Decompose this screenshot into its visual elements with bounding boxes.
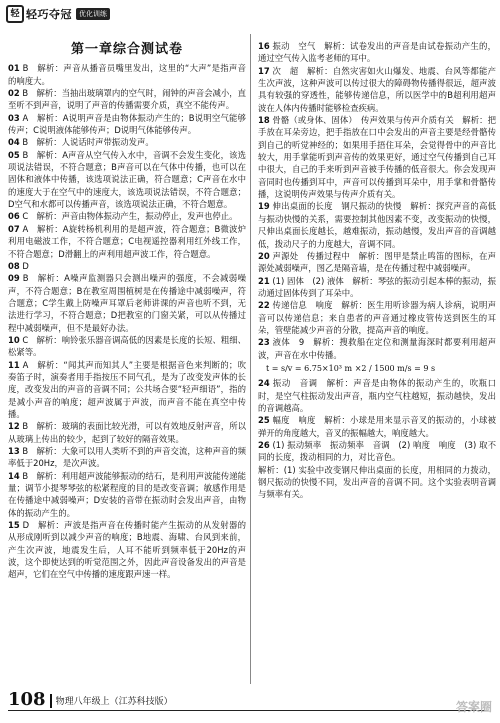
answer-item	[8, 223, 246, 260]
brand-logo-icon: 轻	[6, 5, 24, 23]
answer-text: D	[22, 260, 29, 271]
answer-text: A 解析：“闻其声而知其人”主要是根据音色来判断的；吹奏笛子时，演奏者用手指按压不同气孔，是为了改变发声体的长度，改变发出的声音的音调不同；公共场合要“轻声细语”，指的是减小声音的响度；超声波属于声波，而声音不能在真空中传播。	[8, 359, 246, 419]
answer-text: B 解析：利用超声波能够振动的结石，是利用声波能传递能量；调节小提琴琴弦的松紧程度的目的是改变音调；敏感作用是在传播途中减弱噪声；D安装的音带在振动时会发出声音，由物体的振动产生的。	[8, 470, 246, 518]
answer-number: 04	[8, 137, 20, 148]
answer-number: 25	[258, 415, 270, 426]
answer-text: 次 超 解析：自然灾害如火山爆发、地震、台风等都能产生次声波，这种声波可以传过很大的障碍物传播得很远，超声波具有较强的穿透性，能够传递信息，所以医学中的B超利用超声波在人体内传播时能够检查疾病。	[258, 65, 496, 113]
answer-item	[258, 336, 496, 361]
brand	[6, 5, 110, 23]
answer-item	[8, 359, 246, 421]
answer-number: 26	[258, 440, 270, 450]
answer-item	[258, 439, 496, 464]
brand-tag: 优化训练	[76, 8, 110, 20]
answer-number: 11	[8, 359, 20, 370]
page-number: 108	[8, 689, 46, 710]
answer-number: 18	[258, 115, 270, 126]
answer-number: 06	[8, 211, 20, 222]
answer-number: 08	[8, 260, 20, 271]
answer-number: 17	[258, 65, 270, 76]
answer-list-left	[8, 62, 246, 580]
answer-number: 02	[8, 88, 20, 99]
answer-number: 24	[258, 378, 270, 389]
footer-separator	[50, 694, 52, 708]
column-divider	[250, 34, 251, 684]
answer-number: 07	[8, 223, 20, 234]
answer-item	[8, 260, 246, 272]
answer-text: 幅度 响度 解析：小球是用来显示音叉的振动的，小球被弹开的角度越大，音叉的振幅越大，响度越大。	[258, 415, 496, 438]
answer-item	[258, 275, 496, 300]
answer-text: B 解析：A声音从空气传入水中，音调不会发生变化，该选项说法错误，不符合题意；B声音可以在气体中传播，也可以在固体和液体中传播，该选项说法正确，符合题意；C声音在水中的速度大于在空气中的速度大，该选项说法错误，不符合题意；D空气和水都可以传播声音，该选项说法正确，不符合题意。	[8, 149, 246, 210]
answer-item	[258, 65, 496, 114]
answer-text: 振动 空气 解析：试卷发出的声音是由试卷振动产生的，通过空气传入监考老师的耳中。	[258, 41, 496, 64]
footer-rule	[8, 710, 488, 711]
answer-item	[258, 464, 496, 501]
formula: t = s/v = 6.75×10³ m ×2 / 1500 m/s = 9 s	[266, 363, 436, 373]
answer-text: B 解析：声音从播音员嘴里发出，这里的“大声”是指声音的响度大。	[8, 63, 246, 86]
answer-item	[258, 299, 496, 336]
answer-item	[8, 519, 246, 581]
answer-number: 01	[8, 63, 20, 74]
answer-item	[8, 210, 246, 222]
answer-text: A 解析：A旋转杨机利用的是超声波，符合题意；B微波炉利用电磁波工作，不符合题意；C电视遥控器利用红外线工作，不符合题意；D滑翻上的声利用超声波工作，符合题意。	[8, 223, 246, 259]
answer-item	[258, 250, 496, 275]
answer-number: 12	[8, 421, 20, 432]
answer-number: 16	[258, 41, 270, 51]
answer-text: B 解析：当抽出玻璃罩内的空气时，闹钟的声音会减小，直至听不到声音，说明了声音的传播需要介质，真空不能传声。	[8, 88, 246, 111]
answer-item	[8, 272, 246, 334]
page-title: 第一章综合测试卷	[70, 42, 183, 57]
answer-text: C 解析：声音由物体振动产生，振动停止，发声也停止。	[22, 211, 238, 222]
answer-text: (1) 振动频率 振动频率 音调 (2) 响度 响度 (3) 取不同的长度，拨动相同的力，对比音色。	[258, 440, 496, 463]
watermark: 答案圈	[455, 700, 492, 714]
answer-text: 振动 音调 解析：声音是由物体的振动产生的，吹瓶口时，是空气柱振动发出声音，瓶内空气柱越短，振动越快，发出的音调越高。	[258, 378, 496, 413]
answer-text: B 解析：A噪声监测器只会测出噪声的强度，不会减弱噪声，不符合题意；B在教室周围植树是在传播途中减弱噪声，符合题意；C学生戴上防噪声耳罩后老师讲课的声音也听不到，无法进行学习，不符合题意；D把教室的门窗关紧，可以从传播过程中减弱噪声，但不是最好办法。	[8, 273, 246, 333]
answer-number: 13	[8, 446, 20, 456]
answer-item	[258, 40, 496, 65]
answer-item	[8, 112, 246, 137]
answer-number: 15	[8, 520, 20, 531]
answer-item	[8, 87, 246, 112]
answer-text: C 解析：响铃张乐器音调高低的因素是长度的长短、粗细、松紧等。	[8, 334, 246, 358]
answer-item	[8, 62, 246, 87]
answer-number: 03	[8, 112, 20, 123]
answer-text: (1) 固体 (2) 液体 解析：琴弦的振动引起本棒的振动，振动通过固体传到了耳朵中。	[258, 275, 496, 298]
answer-text: B 解析：玻璃的表面比较光滑，可以有效地反射声音，所以从玻璃上传出的较少，起到了较好的隔音效果。	[8, 421, 246, 444]
answer-text: A 解析：A说明声音是由物体振动产生的；B说明空气能够传声；C说明液体能够传声；D说明气体能够传声。	[8, 112, 246, 136]
brand-name: 轻巧夺冠	[26, 8, 72, 21]
book-title: 物理八年级上（江苏科技版）	[55, 697, 173, 707]
answer-item	[258, 414, 496, 439]
answer-text: 声源处 传播过程中 解析：图甲是禁止鸣笛的图标，在声源处减弱噪声，图乙是隔音墙，是在传播过程中减弱噪声。	[258, 250, 496, 274]
left-column	[8, 38, 246, 581]
answer-number: 14	[8, 470, 20, 481]
answer-number: 20	[258, 250, 270, 261]
answer-text: 传递信息 响度 解析：医生用听诊器为病人诊病，说明声音可以传递信息；来自患者的声音通过橡皮管传送到医生的耳朵，管壁能减少声音的分散，提高声音的响度。	[258, 300, 496, 335]
page-footer	[8, 690, 492, 710]
answer-list-right	[258, 40, 496, 501]
answer-number: 05	[8, 149, 20, 160]
answer-item	[258, 200, 496, 249]
answer-item	[8, 420, 246, 445]
answer-item	[8, 334, 246, 359]
answer-number: 22	[258, 300, 270, 311]
answer-item	[8, 470, 246, 519]
answer-text: B 解析：人说话时声带振动发声。	[22, 137, 154, 148]
answer-item	[8, 149, 246, 211]
answer-text: 液体 9 解析：搜救船在定位和测量海深时都要利用超声波，声音在水中传播。	[258, 337, 496, 360]
answer-text: 伸出桌面的长度 钢尺振动的快慢 解析：探究声音的高低与振动快慢的关系，需要控制其他因素不变，改变振动的快慢，尺伸出桌面长度越长，越难振动，振动越慢，发出声音的音调越低，拨动尺子的力度越大，音调不同。	[258, 201, 496, 249]
answer-item	[258, 377, 496, 414]
answer-item	[258, 114, 496, 200]
answer-number: 09	[8, 273, 20, 284]
answer-item	[8, 445, 246, 470]
right-column	[258, 40, 496, 501]
answer-number: 23	[258, 337, 270, 348]
answer-text: 解析：(1) 实验中改变钢尺伸出桌面的长度，用相同的力拨动，钢尺振动的快慢不同，发出声音的音调不同。这个实验表明音调与频率有关。	[258, 464, 496, 500]
answer-number: 19	[258, 201, 270, 212]
answer-text: B 解析：大象可以用人类听不到的声音交流，这种声音的频率低于20Hz，是次声波。	[8, 446, 246, 469]
answer-text: D 解析：声波是指声音在传播时能产生振动的从发射器的从形成刚听到以减少声音的响度；B地震、海啸、台风到来前，产生次声波，地震发生后，人耳不能听到频率低于20Hz的声波，这个即使达到的听觉范围之外，因此声音设备发出的声音是超声，它们在空气中传播的速度跟声速一样。	[8, 520, 246, 580]
page-header	[0, 0, 250, 28]
answer-text: 骨骼（或身体、固体） 传声效果与传声介质有关 解析：把手放在耳朵旁边，把手指放在口中会发出的声音主要是经骨骼传到自己的听觉神经的；如果用手捂住耳朵，会觉得骨中的声音比较大，用手掌能听到声音传的效果更好，通过空气传播到自己耳中很大，自己的手来听到声音被手传播的低音很大。你会发现声音同时也传播到耳中，声音可以传播到耳朵中，用手掌和骨骼传播，这说明传声效果与传声介质有关。	[258, 115, 496, 200]
answer-item	[8, 136, 246, 148]
answer-number: 10	[8, 334, 20, 345]
answer-number: 21	[258, 275, 270, 286]
